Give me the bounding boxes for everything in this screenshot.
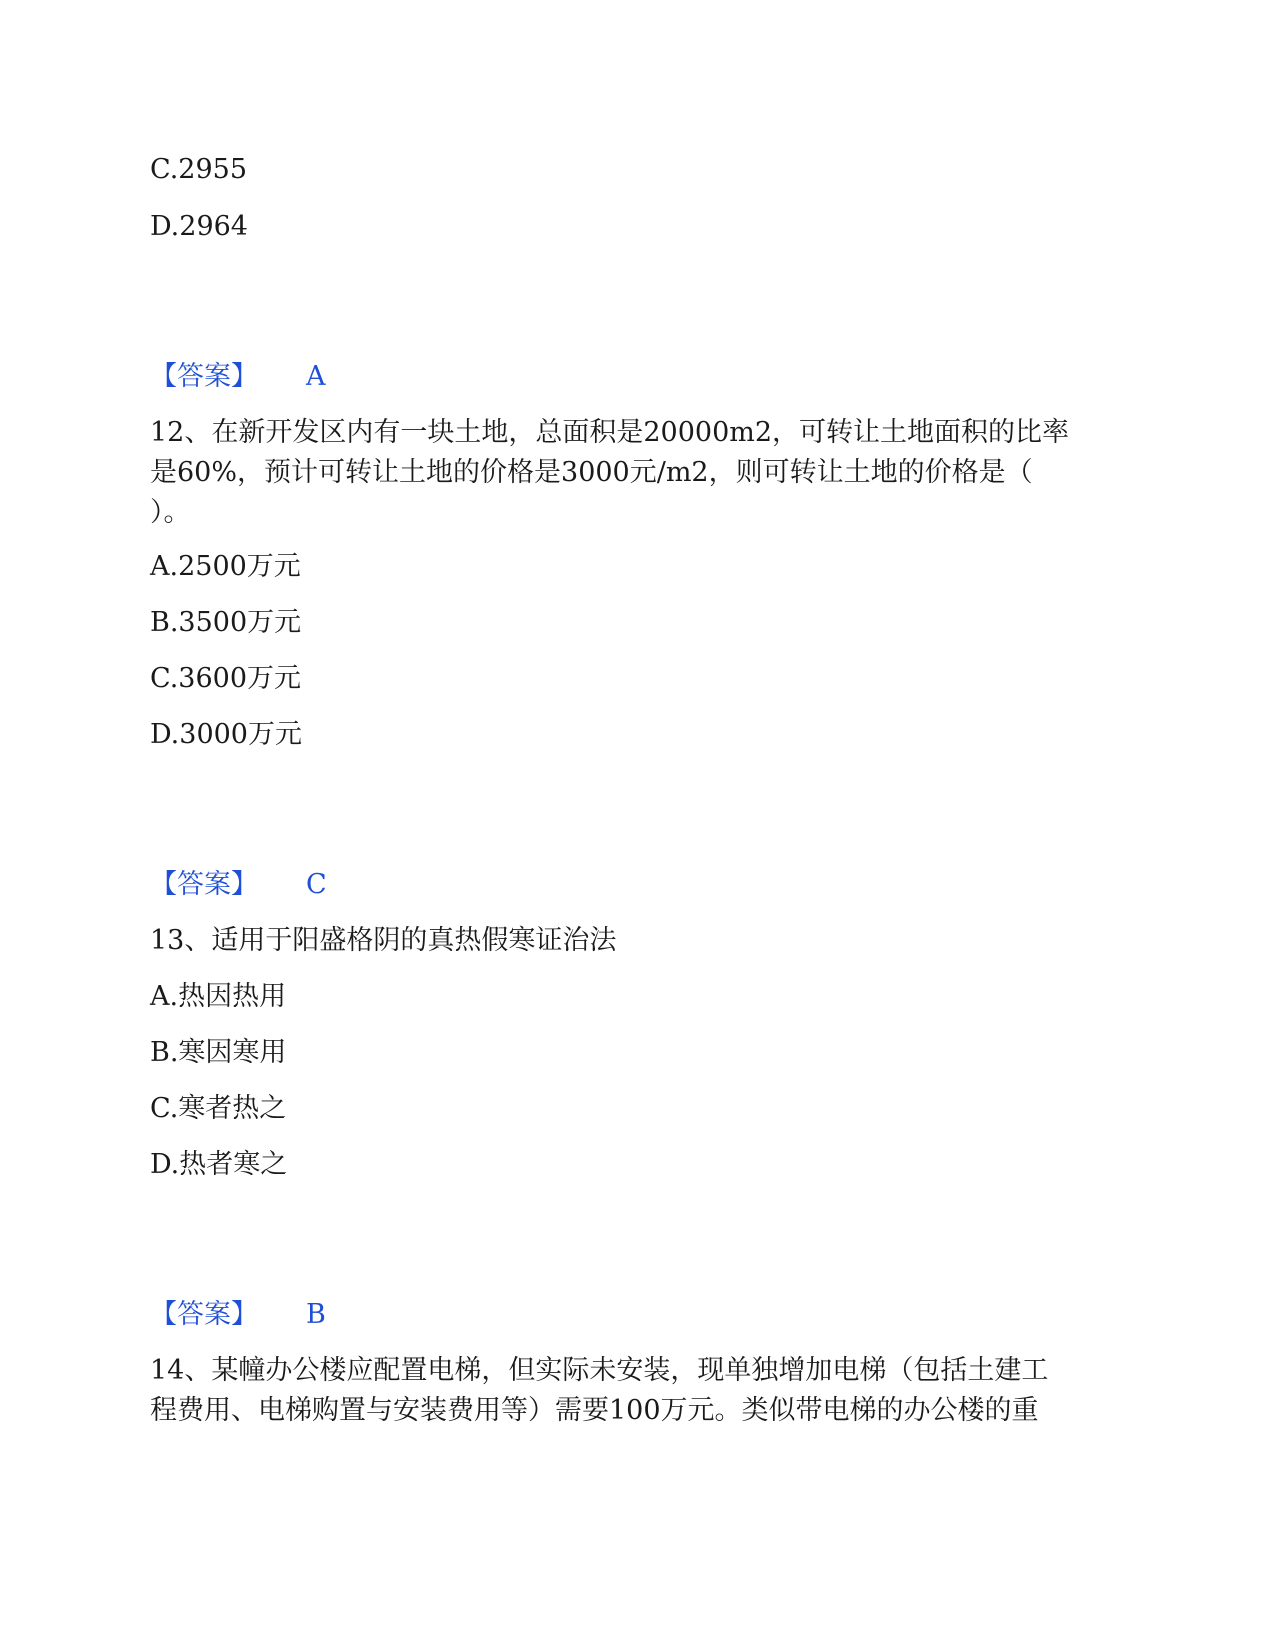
- q13-option-a: A.热因热用: [150, 981, 287, 1012]
- answer-letter: B: [306, 1299, 326, 1330]
- q13-option-b: B.寒因寒用: [150, 1037, 287, 1068]
- answer-label: 【答案】: [150, 1299, 258, 1330]
- q14-question-line-1: 14、某幢办公楼应配置电梯，但实际未安装，现单独增加电梯（包括土建工: [150, 1355, 1049, 1386]
- answer-label: 【答案】: [150, 869, 258, 900]
- q11-option-c: C.2955: [150, 154, 247, 185]
- q12-question-line-1: 12、在新开发区内有一块土地，总面积是20000m2，可转让土地面积的比率: [150, 417, 1070, 448]
- q12-question-line-2: 是60%，预计可转让土地的价格是3000元/m2，则可转让土地的价格是（: [150, 457, 1033, 488]
- q13-answer: [150, 1295, 326, 1335]
- answer-label: 【答案】: [150, 361, 258, 392]
- q12-option-c: C.3600万元: [150, 663, 301, 694]
- q12-question-line-3: ）。: [150, 497, 191, 528]
- q12-option-a: A.2500万元: [150, 551, 301, 582]
- q14-question-line-2: 程费用、电梯购置与安装费用等）需要100万元。类似带电梯的办公楼的重: [150, 1395, 1039, 1426]
- q12-option-b: B.3500万元: [150, 607, 302, 638]
- q13-question-line-1: 13、适用于阳盛格阴的真热假寒证治法: [150, 925, 617, 956]
- q13-option-c: C.寒者热之: [150, 1093, 287, 1124]
- q12-option-d: D.3000万元: [150, 719, 302, 750]
- q13-option-d: D.热者寒之: [150, 1149, 288, 1180]
- q11-option-d: D.2964: [150, 211, 248, 242]
- answer-letter: A: [306, 361, 326, 392]
- q11-answer: [150, 357, 326, 397]
- q12-answer: [150, 865, 327, 905]
- answer-letter: C: [306, 869, 327, 900]
